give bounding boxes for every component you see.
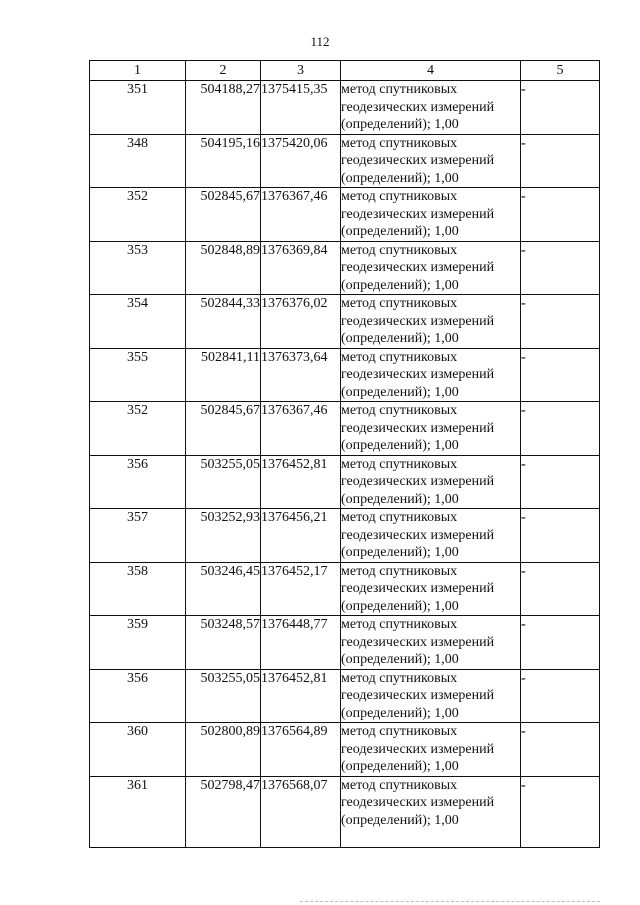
- method-cell: [341, 402, 521, 456]
- note-cell: -: [521, 188, 600, 242]
- table-header: [90, 61, 600, 81]
- table-row: [90, 295, 600, 349]
- point-number-cell: 360: [90, 723, 186, 777]
- table-row: [90, 776, 600, 847]
- method-line: (определений); 1,00: [341, 277, 459, 293]
- header-row: [90, 61, 600, 81]
- method-line: (определений); 1,00: [341, 170, 459, 186]
- note-cell: -: [521, 776, 600, 847]
- method-line: (определений); 1,00: [341, 598, 459, 614]
- y-coordinate-cell: 1376367,46: [261, 402, 341, 456]
- method-line: геодезических измерений: [341, 581, 495, 596]
- x-coordinate-cell: 503255,05: [186, 455, 261, 509]
- method-cell: [341, 509, 521, 563]
- coordinates-table: [89, 60, 600, 848]
- method-line: метод спутниковых: [341, 777, 458, 793]
- point-number-cell: 361: [90, 776, 186, 847]
- x-coordinate-cell: 502844,33: [186, 295, 261, 349]
- column-header-4: 4: [341, 61, 521, 81]
- method-line: метод спутниковых: [341, 617, 458, 632]
- method-cell: [341, 669, 521, 723]
- x-coordinate-cell: 504195,16: [186, 134, 261, 188]
- method-line: (определений); 1,00: [341, 545, 459, 560]
- method-cell: [341, 723, 521, 777]
- point-number-cell: 352: [90, 402, 186, 456]
- method-cell: [341, 348, 521, 402]
- column-header-5: 5: [521, 61, 600, 81]
- table-row: [90, 669, 600, 723]
- x-coordinate-cell: 502800,89: [186, 723, 261, 777]
- column-header-1: 1: [90, 61, 186, 81]
- y-coordinate-cell: 1376564,89: [261, 723, 341, 777]
- x-coordinate-cell: 502798,47: [186, 776, 261, 847]
- method-cell: [341, 455, 521, 509]
- method-line: геодезических измерений: [341, 527, 495, 543]
- method-line: метод спутниковых: [341, 456, 458, 472]
- method-cell: [341, 776, 521, 847]
- table-row: [90, 241, 600, 295]
- method-line: метод спутниковых: [341, 403, 458, 418]
- point-number-cell: 352: [90, 188, 186, 242]
- method-line: метод спутниковых: [341, 670, 458, 686]
- method-line: (определений); 1,00: [341, 491, 459, 507]
- y-coordinate-cell: 1376376,02: [261, 295, 341, 349]
- method-line: геодезических измерений: [341, 420, 495, 436]
- method-cell: [341, 562, 521, 616]
- method-line: (определений); 1,00: [341, 117, 459, 132]
- method-line: геодезических измерений: [341, 99, 495, 115]
- column-header-3: 3: [261, 61, 341, 81]
- method-line: метод спутниковых: [341, 349, 458, 365]
- point-number-cell: 354: [90, 295, 186, 349]
- table-row: [90, 455, 600, 509]
- x-coordinate-cell: 503246,45: [186, 562, 261, 616]
- x-coordinate-cell: 504188,27: [186, 81, 261, 135]
- footer-line: [300, 901, 600, 905]
- method-cell: [341, 134, 521, 188]
- table-row: [90, 81, 600, 135]
- method-cell: [341, 241, 521, 295]
- method-line: геодезических измерений: [341, 367, 495, 382]
- y-coordinate-cell: 1376369,84: [261, 241, 341, 295]
- table-row: [90, 723, 600, 777]
- y-coordinate-cell: 1376448,77: [261, 616, 341, 670]
- point-number-cell: 356: [90, 669, 186, 723]
- method-cell: [341, 81, 521, 135]
- x-coordinate-cell: 502845,67: [186, 402, 261, 456]
- y-coordinate-cell: 1376373,64: [261, 348, 341, 402]
- x-coordinate-cell: 502845,67: [186, 188, 261, 242]
- note-cell: -: [521, 669, 600, 723]
- method-line: метод спутниковых: [341, 135, 458, 151]
- method-line: (определений); 1,00: [341, 331, 459, 346]
- y-coordinate-cell: 1375420,06: [261, 134, 341, 188]
- method-line: метод спутниковых: [341, 510, 458, 525]
- page-number: 112: [310, 34, 330, 49]
- method-line: геодезических измерений: [341, 741, 495, 757]
- method-cell: [341, 616, 521, 670]
- table-row: [90, 134, 600, 188]
- x-coordinate-cell: 503255,05: [186, 669, 261, 723]
- method-line: (определений); 1,00: [341, 705, 459, 721]
- method-line: (определений); 1,00: [341, 812, 459, 828]
- point-number-cell: 359: [90, 616, 186, 670]
- method-line: (определений); 1,00: [341, 384, 459, 400]
- point-number-cell: 355: [90, 348, 186, 402]
- note-cell: -: [521, 455, 600, 509]
- method-line: метод спутниковых: [341, 724, 458, 739]
- y-coordinate-cell: 1375415,35: [261, 81, 341, 135]
- note-cell: -: [521, 241, 600, 295]
- method-line: геодезических измерений: [341, 634, 495, 650]
- column-header-2: 2: [186, 61, 261, 81]
- method-line: (определений); 1,00: [341, 759, 459, 774]
- note-cell: -: [521, 81, 600, 135]
- method-line: геодезических измерений: [341, 206, 495, 222]
- note-cell: -: [521, 562, 600, 616]
- x-coordinate-cell: 502848,89: [186, 241, 261, 295]
- method-cell: [341, 188, 521, 242]
- y-coordinate-cell: 1376452,81: [261, 455, 341, 509]
- note-cell: -: [521, 402, 600, 456]
- method-line: геодезических измерений: [341, 474, 495, 489]
- note-cell: -: [521, 295, 600, 349]
- y-coordinate-cell: 1376456,21: [261, 509, 341, 563]
- method-line: метод спутниковых: [341, 296, 458, 311]
- x-coordinate-cell: 503248,57: [186, 616, 261, 670]
- note-cell: -: [521, 348, 600, 402]
- method-line: геодезических измерений: [341, 153, 495, 168]
- y-coordinate-cell: 1376452,81: [261, 669, 341, 723]
- table-row: [90, 402, 600, 456]
- x-coordinate-cell: 503252,93: [186, 509, 261, 563]
- note-cell: -: [521, 509, 600, 563]
- point-number-cell: 353: [90, 241, 186, 295]
- table-row: [90, 188, 600, 242]
- method-cell: [341, 295, 521, 349]
- note-cell: -: [521, 616, 600, 670]
- method-line: метод спутниковых: [341, 563, 458, 579]
- table-row: [90, 616, 600, 670]
- method-line: метод спутниковых: [341, 189, 458, 204]
- method-line: (определений); 1,00: [341, 224, 459, 239]
- method-line: геодезических измерений: [341, 795, 495, 810]
- point-number-cell: 358: [90, 562, 186, 616]
- y-coordinate-cell: 1376452,17: [261, 562, 341, 616]
- method-line: геодезических измерений: [341, 313, 495, 329]
- table-body: [90, 81, 600, 848]
- point-number-cell: 348: [90, 134, 186, 188]
- method-line: геодезических измерений: [341, 260, 495, 275]
- point-number-cell: 357: [90, 509, 186, 563]
- point-number-cell: 351: [90, 81, 186, 135]
- method-line: метод спутниковых: [341, 242, 458, 258]
- method-line: (определений); 1,00: [341, 652, 459, 667]
- y-coordinate-cell: 1376367,46: [261, 188, 341, 242]
- table-row: [90, 348, 600, 402]
- note-cell: -: [521, 134, 600, 188]
- y-coordinate-cell: 1376568,07: [261, 776, 341, 847]
- method-line: метод спутниковых: [341, 82, 458, 97]
- method-line: (определений); 1,00: [341, 438, 459, 453]
- table-row: [90, 562, 600, 616]
- point-number-cell: 356: [90, 455, 186, 509]
- table-row: [90, 509, 600, 563]
- note-cell: -: [521, 723, 600, 777]
- method-line: геодезических измерений: [341, 688, 495, 703]
- x-coordinate-cell: 502841,11: [186, 348, 261, 402]
